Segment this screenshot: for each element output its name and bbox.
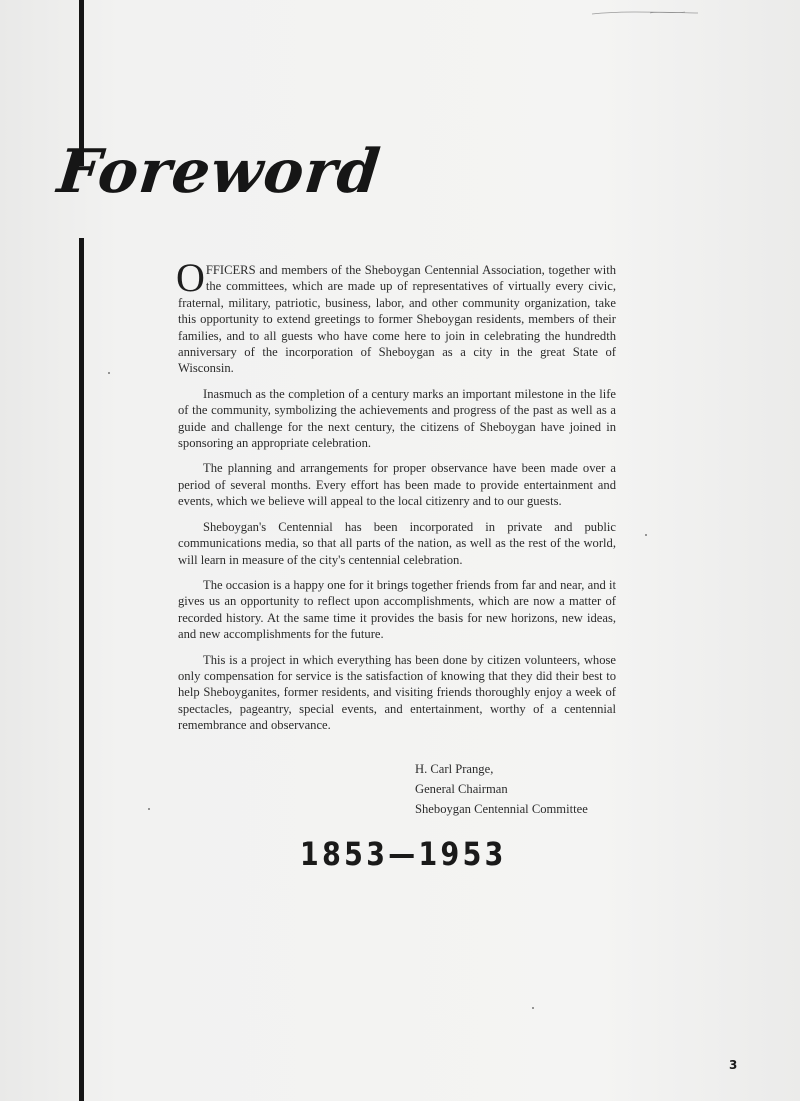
centennial-years: 1853—1953: [300, 835, 507, 873]
paper-scratch-mark: [590, 8, 700, 18]
paper-speck: [532, 1007, 534, 1009]
page-number: 3: [729, 1058, 738, 1072]
paragraph-5: The occasion is a happy one for it brings together friends from far and near, and it gives us an opportunity to reflect upon accomplishments, which are now a matter of recorded history. At the same time it provides the basis for new horizons, new ideas, and new accomplishments for the future.: [178, 577, 616, 642]
paragraph-1: [176, 255, 616, 377]
page-title: Foreword: [54, 137, 385, 207]
paragraph-3: The planning and arrangements for proper observance have been made over a period of several months. Every effort has been made to provide entertainment and events, which we believe will appeal to the local citizenry and to our guests.: [178, 461, 616, 509]
paper-speck: [645, 534, 647, 536]
paragraph-6: This is a project in which everything has been done by citizen volunteers, whose only compensation for service is the satisfaction of knowing that they did their best to help Sheboyganites, former residents, and visiting friends thoroughly enjoy a week of spectacles, pageantry, special events, and entertainment, worthy of a centennial remembrance and observance.: [178, 652, 616, 733]
foreword-body: [176, 255, 616, 743]
drop-cap: O: [176, 255, 205, 300]
paper-speck: [108, 372, 110, 374]
signatory-committee: Sheboygan Centennial Committee: [415, 802, 588, 816]
paper-speck: [148, 808, 150, 810]
signatory-name: H. Carl Prange,: [415, 762, 494, 776]
paragraph-1-text: FFICERS and members of the Sheboygan Centennial Association, together with the committees, which are made up of representatives of virtually every civic, fraternal, military, patriotic, business, labor, and other community organization, take this opportunity to extend greetings to former Sheboygan residents, members of their families, and to all guests who have come here to join in celebrating the hundredth anniversary of the incorporation of Sheboygan as a city in the great State of Wisconsin.: [178, 263, 616, 376]
paragraph-2: Inasmuch as the completion of a century marks an important milestone in the life of the community, symbolizing the achievements and progress of the past as well as a guide and challenge for the next century, the citizens of Sheboygan have joined in sponsoring an appropriate celebration.: [178, 386, 616, 451]
signature-block: [415, 759, 588, 819]
signatory-position: General Chairman: [415, 782, 508, 796]
decorative-vertical-rule-bottom: [79, 238, 84, 1101]
paragraph-4: Sheboygan's Centennial has been incorporated in private and public communications media, so that all parts of the nation, as well as the rest of the world, will learn in measure of the city's centennial celebration.: [178, 519, 616, 567]
